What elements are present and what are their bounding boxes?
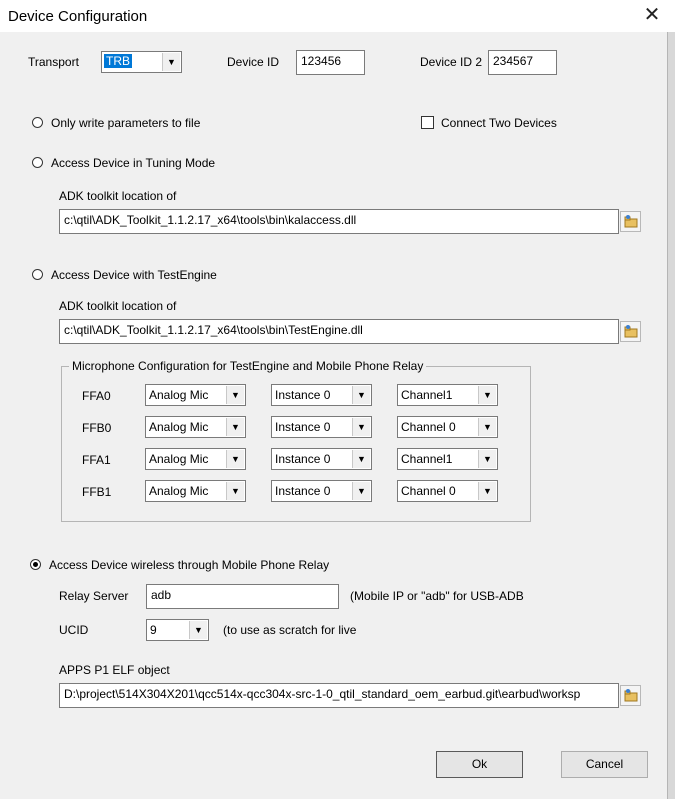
elf-path-input[interactable]: D:\project\514X304X201\qcc514x-qcc304x-src-1-0_qtil_standard_oem_earbud.git\earbud\worksp (59, 683, 619, 708)
device-id-label: Device ID (227, 55, 280, 69)
mic-channel-select[interactable] (397, 416, 498, 438)
mic-instance-select-value: Instance 0 (275, 420, 331, 434)
mic-instance-select[interactable] (271, 480, 372, 502)
tuning-mode-radio[interactable] (32, 157, 43, 168)
elf-label: APPS P1 ELF object (59, 663, 170, 677)
folder-browse-icon[interactable] (620, 685, 641, 706)
mic-instance-select-value: Instance 0 (275, 484, 331, 498)
relay-radio[interactable] (30, 559, 41, 570)
transport-label: Transport (28, 55, 79, 69)
testengine-path-input[interactable]: c:\qtil\ADK_Toolkit_1.1.2.17_x64\tools\bin\TestEngine.dll (59, 319, 619, 344)
chevron-down-icon[interactable]: ▼ (352, 450, 370, 468)
ucid-label: UCID (59, 623, 89, 637)
transport-value: TRB (106, 54, 130, 68)
tuning-mode-label: Access Device in Tuning Mode (51, 156, 216, 170)
device-id2-label: Device ID 2 (420, 55, 483, 69)
chevron-down-icon[interactable]: ▼ (162, 53, 180, 71)
mic-channel-select-value: Channel 0 (401, 484, 456, 498)
connect-two-checkbox[interactable] (421, 116, 434, 129)
chevron-down-icon[interactable]: ▼ (478, 386, 496, 404)
mic-type-select[interactable] (145, 384, 246, 406)
close-icon[interactable]: ✕ (643, 4, 661, 26)
test-engine-label: Access Device with TestEngine (51, 268, 217, 282)
mic-channel-select[interactable] (397, 448, 498, 470)
chevron-down-icon[interactable]: ▼ (226, 482, 244, 500)
mic-channel-select-value: Channel1 (401, 452, 453, 466)
background-window-edge (667, 32, 675, 799)
mic-row-name: FFB1 (82, 485, 112, 499)
relay-server-label: Relay Server (59, 589, 129, 603)
mic-channel-select[interactable] (397, 480, 498, 502)
mic-row-name: FFA0 (82, 389, 111, 403)
mic-instance-select[interactable] (271, 448, 372, 470)
mic-channel-select-value: Channel 0 (401, 420, 456, 434)
tuning-path-input[interactable]: c:\qtil\ADK_Toolkit_1.1.2.17_x64\tools\bin\kalaccess.dll (59, 209, 619, 234)
mic-instance-select[interactable] (271, 416, 372, 438)
mic-channel-select[interactable] (397, 384, 498, 406)
write-file-radio[interactable] (32, 117, 43, 128)
title-bar (0, 0, 675, 32)
ok-button[interactable]: Ok (436, 751, 523, 778)
chevron-down-icon[interactable]: ▼ (226, 450, 244, 468)
relay-server-hint: (Mobile IP or "adb" for USB-ADB (350, 589, 524, 603)
mic-row-name: FFA1 (82, 453, 111, 467)
ucid-value: 9 (150, 623, 157, 637)
chevron-down-icon[interactable]: ▼ (478, 482, 496, 500)
window-title: Device Configuration (8, 8, 148, 25)
folder-browse-icon[interactable] (620, 321, 641, 342)
mic-instance-select-value: Instance 0 (275, 388, 331, 402)
mic-type-select-value: Analog Mic (149, 484, 209, 498)
connect-two-label: Connect Two Devices (441, 116, 557, 130)
ucid-select[interactable] (146, 619, 209, 641)
chevron-down-icon[interactable]: ▼ (478, 418, 496, 436)
transport-select[interactable] (101, 51, 182, 73)
chevron-down-icon[interactable]: ▼ (226, 386, 244, 404)
chevron-down-icon[interactable]: ▼ (478, 450, 496, 468)
chevron-down-icon[interactable]: ▼ (189, 621, 207, 639)
folder-browse-icon[interactable] (620, 211, 641, 232)
tuning-adk-label: ADK toolkit location of (59, 189, 177, 203)
mic-type-select[interactable] (145, 480, 246, 502)
cancel-button[interactable]: Cancel (561, 751, 648, 778)
chevron-down-icon[interactable]: ▼ (352, 386, 370, 404)
mic-type-select-value: Analog Mic (149, 388, 209, 402)
mic-row-name: FFB0 (82, 421, 112, 435)
mic-channel-select-value: Channel1 (401, 388, 453, 402)
chevron-down-icon[interactable]: ▼ (352, 482, 370, 500)
device-id-input[interactable]: 123456 (296, 50, 365, 75)
mic-type-select[interactable] (145, 416, 246, 438)
mic-type-select-value: Analog Mic (149, 452, 209, 466)
ucid-hint: (to use as scratch for live (223, 623, 357, 637)
chevron-down-icon[interactable]: ▼ (226, 418, 244, 436)
relay-server-input[interactable]: adb (146, 584, 339, 609)
testengine-adk-label: ADK toolkit location of (59, 299, 177, 313)
test-engine-radio[interactable] (32, 269, 43, 280)
mic-instance-select-value: Instance 0 (275, 452, 331, 466)
mic-instance-select[interactable] (271, 384, 372, 406)
mic-config-title: Microphone Configuration for TestEngine and Mobile Phone Relay (69, 359, 426, 373)
relay-label: Access Device wireless through Mobile Phone Relay (49, 558, 330, 572)
mic-type-select[interactable] (145, 448, 246, 470)
mic-type-select-value: Analog Mic (149, 420, 209, 434)
chevron-down-icon[interactable]: ▼ (352, 418, 370, 436)
write-file-label: Only write parameters to file (51, 116, 201, 130)
device-id2-input[interactable]: 234567 (488, 50, 557, 75)
